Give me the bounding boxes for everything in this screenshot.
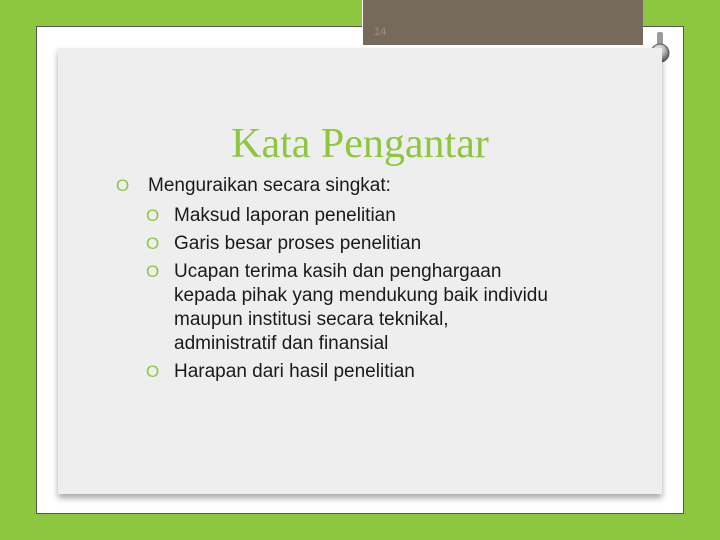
bullet-item: [116, 172, 636, 200]
bullet-circle-icon: O: [116, 176, 130, 195]
bullet-circle-icon: O: [146, 206, 160, 225]
sub-bullet-item: [116, 204, 636, 228]
sub-bullet-text: Harapan dari hasil penelitian: [174, 361, 415, 382]
slide-number: 14: [374, 26, 387, 38]
bullet-circle-icon: O: [146, 362, 160, 381]
bullet-circle-icon: O: [146, 234, 160, 253]
bullet-list: [116, 172, 636, 384]
slide-number-tab: [362, 0, 643, 45]
sub-bullet-item: [116, 232, 636, 256]
bullet-text: Menguraikan secara singkat:: [148, 175, 391, 196]
slide-title: Kata Pengantar: [231, 121, 489, 167]
sub-bullet-item: [116, 260, 554, 356]
sub-bullet-text: Maksud laporan penelitian: [174, 205, 396, 226]
sub-bullet-item: [116, 360, 636, 384]
sub-bullet-text: Ucapan terima kasih dan penghargaan kepada pihak yang mendukung baik individu maupun institusi secara teknikal, administratif dan finansial: [174, 261, 548, 354]
sub-bullet-text: Garis besar proses penelitian: [174, 233, 422, 254]
bullet-circle-icon: O: [146, 262, 160, 281]
